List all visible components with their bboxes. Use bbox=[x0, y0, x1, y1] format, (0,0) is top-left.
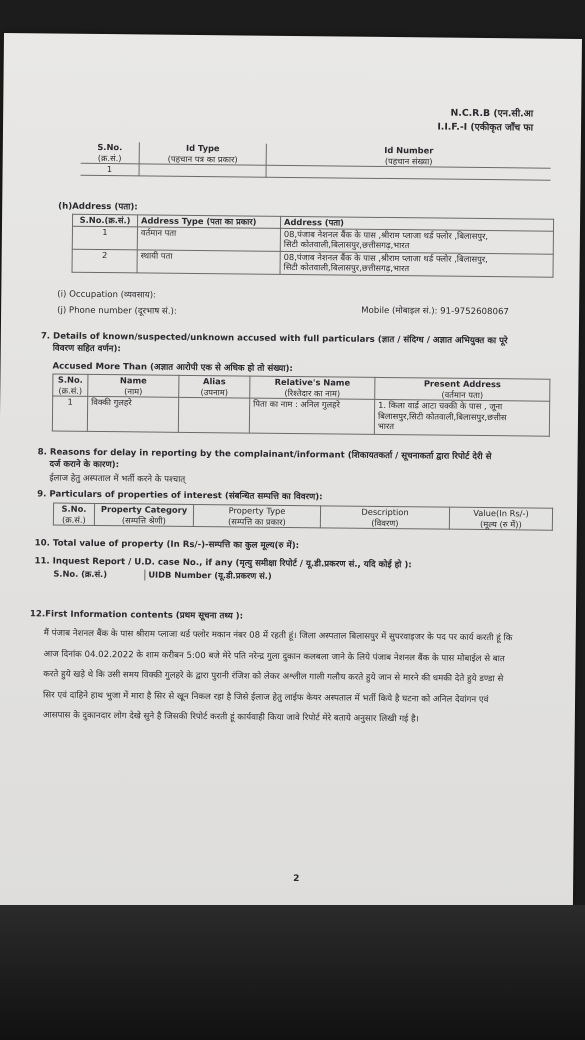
id-table bbox=[81, 142, 551, 180]
id-row-sno: 1 bbox=[81, 163, 140, 175]
address-col-address: Address (पता) bbox=[280, 216, 553, 230]
property-col-description: Description bbox=[361, 506, 409, 518]
accused-col-alias: Alias bbox=[203, 376, 226, 387]
accused-relative: पिता का नाम : अनिल गुलहरे bbox=[249, 398, 374, 434]
id-col-type: Id Type bbox=[185, 142, 220, 154]
delay-heading-2: दर्ज कराने के कारण): bbox=[49, 459, 120, 471]
accused-col-sno: S.No. bbox=[57, 374, 83, 385]
total-value: 10. Total value of property (In Rs/-)-सम्पत्ति का कुल मूल्य(रु में): bbox=[34, 538, 300, 552]
accused-heading: 7. Details of known/suspected/unknown accused with full particulars (ज्ञात / संदिग्ध / अज्ञात अभियुक्त का पूरे bbox=[40, 331, 508, 347]
form-header-iif: I.I.F.-I (एकीकृत जाँच फा bbox=[437, 121, 534, 134]
accused-name: विक्की गुलहरे bbox=[87, 396, 178, 432]
id-col-sno: S.No. bbox=[97, 141, 123, 153]
delay-heading: 8. Reasons for delay in reporting by the complainant/informant (शिकायतकर्ता / सूचनाकर्ता द्वारा रिपोर्ट देरी से bbox=[37, 447, 492, 463]
accused-col-relative: Relative's Name bbox=[274, 376, 351, 388]
accused-col-name: Name bbox=[119, 375, 147, 386]
id-col-sno-hi: (क्र.सं.) bbox=[97, 152, 122, 163]
accused-heading-2: विवरण सहित वर्णन): bbox=[52, 343, 121, 355]
property-col-type: Property Type bbox=[228, 505, 286, 516]
address-heading: (h)Address (पता): bbox=[58, 201, 138, 213]
inquest-table: S.No. (क्र.सं.) UIDB Number (यू.डी.प्रकरण सं.) bbox=[50, 568, 310, 581]
property-table: S.No. (क्र.सं.) Property Category (सम्पत्ति श्रेणी) Property Type (सम्पत्ति का प्रकार) Description (विवरण) Value(In Rs/-) (मूल्य (रु में)) bbox=[53, 503, 553, 531]
address-col-sno: S.No.(क्र.सं.) bbox=[73, 214, 138, 226]
inquest-heading: 11. Inquest Report / U.D. case No., if any (मृत्यु समीक्षा रिपोर्ट / यू.डी.प्रकरण सं., यदि कोई हो ): bbox=[34, 556, 412, 571]
accused-table: S.No. (क्र.सं.) Name (नाम) Alias (उपनाम) Relative's Name (रिश्तेदार का नाम) Present Address (वर्तमान पता) 1 विक्की गुलहरे पिता का नाम : अनिल गुलहरे 1. किला वार्ड आटा चक्की के पास , जूना बिलासपुर,सिटी कोतवाली,बिलासपुर,छत्तीस भारत bbox=[52, 373, 551, 436]
table-row: 2 स्थायी पता 08,पंजाब नेशनल बैंक के पास ,श्रीराम प्लाजा थर्ड फ्लोर ,बिलासपुर, सिटी कोतवाली,बिलासपुर,छत्तीसगढ़,भारत bbox=[72, 249, 553, 277]
delay-reason: ईलाज हेतु अस्पताल में भर्ती करने के पश्चात् bbox=[49, 473, 186, 485]
fir-content: मैं पंजाब नेशनल बैंक के पास श्रीराम प्लाजा थर्ड फ्लोर मकान नंबर 08 में रहती हूं। जिला अस्पताल बिलासपुर में सुपरवाइजर के पद पर कार्य करती हूं कि आज दिनांक 04.02.2022 के शाम करीबन 5:00 बजे मेरे पति नरेन्द्र गुला दुकान कलबला जाने के लिये पंजाब नेशनल बैंक के पास मोबाईल से बात करते हुये खड़े थे कि उसी समय विक्की गुलहरे के द्वारा पुरानी रंजिश को लेकर अश्लील गाली गलौच करते हुये जान से मारने की धमकी देते हुये डण्डा से सिर एवं दाहिने हाथ भुजा में मारा है सिर से खून निकल रहा है जिसे ईलाज हेतु लाईफ केयर अस्पताल में भर्ती किये है घटना को अनिल देवांगन एवं आसपास के दुकानदार लोग देखे सुने है जिसकी रिपोर्ट करती हूं कार्यवाही किया जावे रिपोर्ट मेरे बताये अनुसार लिखी गई है। bbox=[42, 628, 513, 725]
phone-label: (j) Phone number (दूरभाष सं.): bbox=[57, 305, 177, 317]
id-col-number-hi: (पहचान संख्या) bbox=[384, 155, 433, 166]
property-col-category: Property Category bbox=[100, 504, 188, 515]
background-shadow bbox=[0, 905, 585, 1040]
table-row: 1 वर्तमान पता 08,पंजाब नेशनल बैंक के पास ,श्रीराम प्लाजा थर्ड फ्लोर ,बिलासपुर, सिटी कोतवाली,बिलासपुर,छत्तीसगढ़,भारत bbox=[72, 226, 553, 254]
address-col-type: Address Type (पता का प्रकार) bbox=[137, 215, 280, 228]
occupation-label: (i) Occupation (व्यवसाय): bbox=[57, 289, 157, 301]
id-col-type-hi: (पहचान पत्र का प्रकार) bbox=[167, 153, 238, 164]
page-number: 2 bbox=[293, 874, 300, 885]
accused-col-address: Present Address bbox=[423, 378, 501, 390]
property-heading: 9. Particulars of properties of interest (संबन्धित सम्पत्ति का विवरण): bbox=[37, 489, 323, 503]
fir-heading: 12.First Information contents (प्रथम सूचना तथ्य ): bbox=[29, 609, 244, 622]
address-table bbox=[72, 214, 555, 278]
property-col-value: Value(In Rs/-) bbox=[473, 507, 529, 519]
id-col-number: Id Number bbox=[384, 144, 434, 156]
form-header-ncrb: N.C.R.B (एन.सी.आ bbox=[450, 107, 534, 120]
document-page bbox=[0, 33, 582, 919]
table-row: 1 विक्की गुलहरे पिता का नाम : अनिल गुलहरे 1. किला वार्ड आटा चक्की के पास , जूना बिलासपुर,सिटी कोतवाली,बिलासपुर,छत्तीस भारत bbox=[52, 396, 549, 436]
accused-more-than: Accused More Than (अज्ञात आरोपी एक से अधिक हो तो संख्या): bbox=[52, 361, 293, 375]
mobile-number: Mobile (मोबाइल सं.): 91-9752608067 bbox=[361, 305, 509, 318]
